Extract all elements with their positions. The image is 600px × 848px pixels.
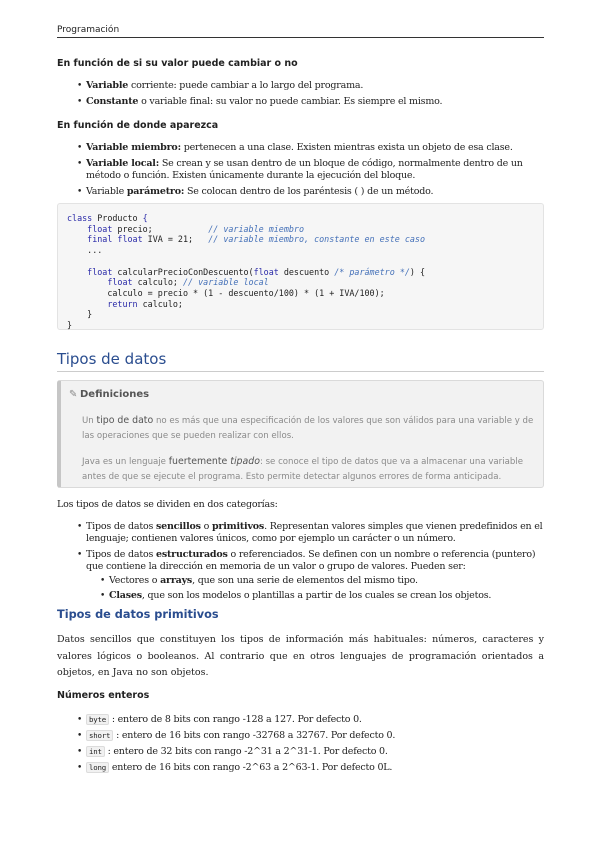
list-item: • short : entero de 16 bits con rango -32768 a 32767. Por defecto 0. <box>77 730 547 742</box>
code-line: } <box>67 309 93 320</box>
list-item: • int : entero de 32 bits con rango -2^31 a 2^31-1. Por defecto 0. <box>77 746 547 758</box>
categorias-intro: Los tipos de datos se dividen en dos categorías: <box>57 499 278 510</box>
heading-aparezca: En función de donde aparezca <box>57 120 219 131</box>
code-tag: int <box>86 746 105 757</box>
code-line: final float IVA = 21; // variable miembro, constante en este caso <box>67 234 426 245</box>
code-tag: long <box>86 762 109 773</box>
heading-cambiar: En función de si su valor puede cambiar o no <box>57 58 298 69</box>
heading-enteros: Números enteros <box>57 690 150 701</box>
list-item: • Variable miembro: pertenecen a una clase. Existen mientras exista un objeto de esa clase. <box>77 142 547 154</box>
list-item: • Constante o variable final: su valor no puede cambiar. Es siempre el mismo. <box>77 96 547 108</box>
list-item: • Clases, que son los modelos o plantillas a partir de los cuales se crean los objetos. <box>100 590 547 602</box>
code-block <box>57 203 544 330</box>
list-item: • Variable local: Se crean y se usan dentro de un bloque de código, normalmente dentro de un método o función. Existen únicamente durante la ejecución del bloque. <box>77 158 547 182</box>
admonition-title: ✎ Definiciones <box>69 389 150 400</box>
header-title: Programación <box>57 25 120 35</box>
list-item: • Tipos de datos estructurados o referenciados. Se definen con un nombre o referencia (puntero) que contiene la dirección en memoria de un valor o grupo de valores. Pueden ser: • Vectores o arrays, que son una serie de elementos del mismo tipo. • Clases, que son los modelos o plantillas a partir de los cuales se crean los objetos. <box>77 549 547 602</box>
list-categorias <box>77 521 547 606</box>
list-item: • Variable parámetro: Se colocan dentro de los paréntesis ( ) de un método. <box>77 186 547 198</box>
running-header <box>57 22 544 38</box>
list-item: • byte : entero de 8 bits con rango -128 a 127. Por defecto 0. <box>77 714 547 726</box>
admonition-paragraph-1: Un tipo de dato no es más que una especificación de los valores que son válidos para una variable y de las operaciones que se pueden realizar con ellos. <box>82 415 534 441</box>
list-enteros <box>77 714 547 778</box>
pencil-icon: ✎ <box>69 389 78 400</box>
code-line: float precio; // variable miembro <box>67 223 304 234</box>
code-line: calculo = precio * (1 - descuento/100) * (1 + IVA/100); <box>67 287 385 298</box>
list-cambiar <box>77 80 547 112</box>
section-title-tipos: Tipos de datos <box>57 350 544 372</box>
list-item: • long entero de 16 bits con rango -2^63 a 2^63-1. Por defecto 0L. <box>77 762 547 774</box>
code-line: ... <box>67 245 103 256</box>
code-line: } <box>67 320 73 331</box>
code-listing <box>67 213 425 331</box>
list-aparezca <box>77 142 547 202</box>
code-tag: short <box>86 730 113 741</box>
admonition-definiciones <box>57 380 544 488</box>
list-item: • Tipos de datos sencillos o primitivos. Representan valores simples que vienen predefinidos en el lenguaje; contienen valores únicos, como por ejemplo un carácter o un número. <box>77 521 547 545</box>
section-title-primitivos: Tipos de datos primitivos <box>57 608 219 621</box>
primitivos-paragraph: Datos sencillos que constituyen los tipos de información más habituales: números, caracteres y valores lógicos o booleanos. Al contrario que en otros lenguajes de programación orientados a objetos, en Java no son objetos. <box>57 634 544 678</box>
list-item: • Variable corriente: puede cambiar a lo largo del programa. <box>77 80 547 92</box>
code-line: return calculo; <box>67 298 183 309</box>
admonition-paragraph-2: Java es un lenguaje fuertemente tipado: se conoce el tipo de datos que va a almacenar una variable antes de que se ejecute el programa. Esto permite detectar algunos errores de forma anticipada. <box>82 456 523 482</box>
code-line: float calcularPrecioConDescuento(float descuento /* parámetro */) { <box>67 266 426 277</box>
code-line: float calculo; // variable local <box>67 277 269 288</box>
sublist-estructurados <box>100 575 547 602</box>
code-tag: byte <box>86 714 109 725</box>
list-item: • Vectores o arrays, que son una serie de elementos del mismo tipo. <box>100 575 547 587</box>
code-line: class Producto { <box>67 213 148 223</box>
